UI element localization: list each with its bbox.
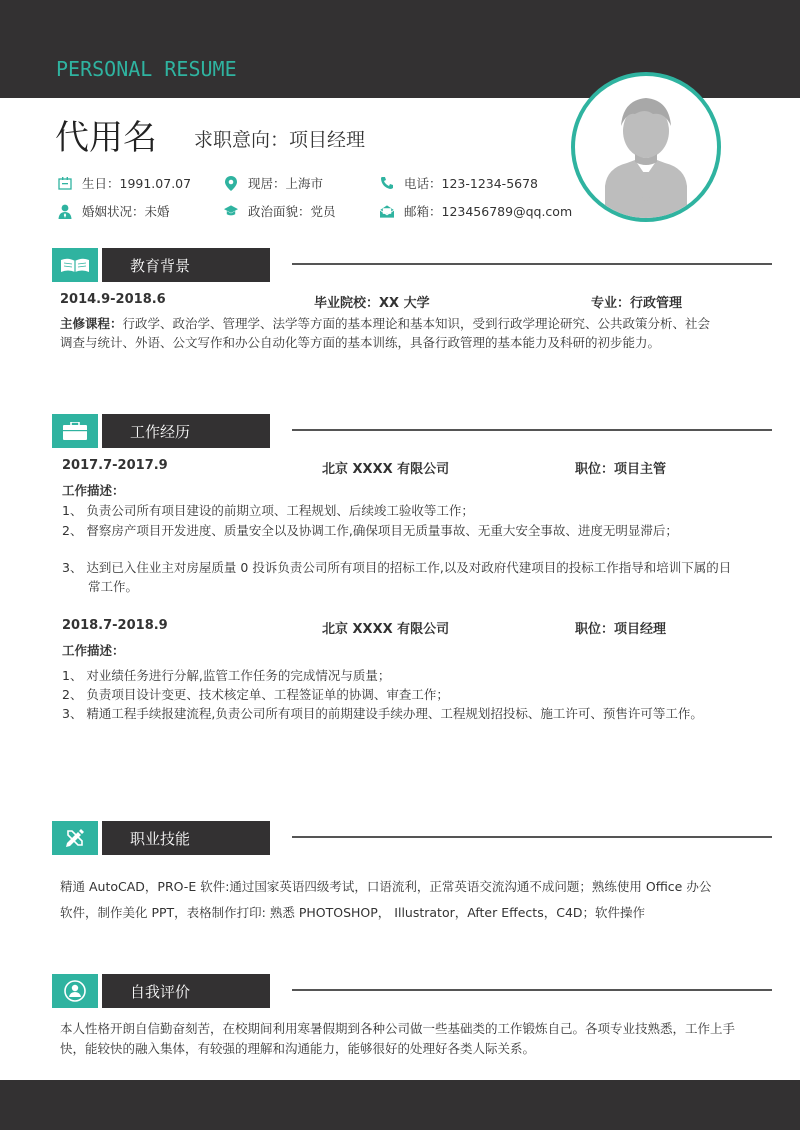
mail-icon <box>380 204 394 218</box>
info-political: 政治面貌：党员 <box>224 202 336 220</box>
job1-company: 北京 XXXX 有限公司 <box>322 462 450 477</box>
job2-item: 3、 精通工程手续报建流程,负责公司所有项目的前期建设手续办理、工程规划招投标、施工许可、预售许可等工作。 <box>62 706 703 721</box>
person-icon <box>58 204 72 218</box>
job1-item: 1、 负责公司所有项目建设的前期立项、工程规划、后续竣工验收等工作； <box>62 503 474 518</box>
info-email: 邮箱：123456789@qq.com <box>380 202 572 220</box>
job2-period: 2018.7-2018.9 <box>62 618 168 633</box>
banner-title: PERSONAL RESUME <box>56 57 237 81</box>
edu-major: 专业：行政管理 <box>591 296 683 311</box>
edu-period: 2014.9-2018.6 <box>60 292 166 307</box>
section-education-header <box>52 248 720 282</box>
info-phone: 电话：123-1234-5678 <box>380 174 538 192</box>
divider <box>292 836 772 838</box>
book-icon <box>52 248 98 282</box>
phone-icon <box>380 176 394 190</box>
job1-item: 2、 督察房产项目开发进度、质量安全以及协调工作,确保项目无质量事故、无重大安全事故、进度无明显滞后； <box>62 523 678 538</box>
info-marital: 婚姻状况：未婚 <box>58 202 170 220</box>
job-intent: 求职意向：项目经理 <box>194 129 366 151</box>
job1-period: 2017.7-2017.9 <box>62 458 168 473</box>
job1-position: 职位：项目主管 <box>575 462 667 477</box>
candidate-name: 代用名 <box>55 118 157 158</box>
section-work-header <box>52 414 720 448</box>
edu-school: 毕业院校：XX 大学 <box>314 296 430 311</box>
edu-courses: 主修课程：行政学、政治学、管理学、法学等方面的基本理论和基本知识，受到行政学理论研究、公共政策分析、社会调查与统计、外语、公文写作和办公自动化等方面的基本训练，具备行政管理的基本能力及科研的初步能力。 <box>60 316 711 350</box>
divider <box>292 429 772 431</box>
info-residence: 现居：上海市 <box>224 174 323 192</box>
briefcase-icon <box>52 414 98 448</box>
section-skills-header <box>52 821 720 855</box>
job1-item: 3、 达到已入住业主对房屋质量 0 投诉负责公司所有项目的招标工作,以及对政府代建项目的投标工作指导和培训下属的日常工作。 <box>62 560 732 594</box>
section-title: 教育背景 <box>102 248 270 282</box>
section-self-header <box>52 974 720 1008</box>
section-title: 职业技能 <box>102 821 270 855</box>
job2-item: 2、 负责项目设计变更、技术核定单、工程签证单的协调、审查工作； <box>62 687 449 702</box>
divider <box>292 263 772 265</box>
footer-bar <box>0 1080 800 1130</box>
job2-item: 1、 对业绩任务进行分解,监管工作任务的完成情况与质量； <box>62 668 391 683</box>
section-title: 自我评价 <box>102 974 270 1008</box>
job1-desc-label: 工作描述： <box>62 483 125 498</box>
avatar-silhouette <box>575 76 717 218</box>
info-birth: 生日：1991.07.07 <box>58 174 191 192</box>
user-circle-icon <box>52 974 98 1008</box>
location-icon <box>224 176 238 190</box>
tools-icon <box>52 821 98 855</box>
divider <box>292 989 772 991</box>
avatar <box>571 72 721 222</box>
job2-position: 职位：项目经理 <box>575 622 667 637</box>
skills-text: 精通 AutoCAD，PRO-E 软件:通过国家英语四级考试，口语流利，正常英语交流沟通不成问题；熟练使用 Office 办公软件，制作美化 PPT，表格制作打印: 熟悉 PHOTOSHOP， Illustrator，After Effects，C4D；软件操作 <box>60 879 712 920</box>
section-title: 工作经历 <box>102 414 270 448</box>
self-text: 本人性格开朗自信勤奋刻苦，在校期间利用寒暑假期到各种公司做一些基础类的工作锻炼自己。各项专业技熟悉，工作上手快，能较快的融入集体，有较强的理解和沟通能力，能够很好的处理好各类人际关系。 <box>60 1021 736 1056</box>
job2-company: 北京 XXXX 有限公司 <box>322 622 450 637</box>
job2-desc-label: 工作描述： <box>62 643 125 658</box>
graduation-cap-icon <box>224 204 238 218</box>
calendar-icon <box>58 176 72 190</box>
